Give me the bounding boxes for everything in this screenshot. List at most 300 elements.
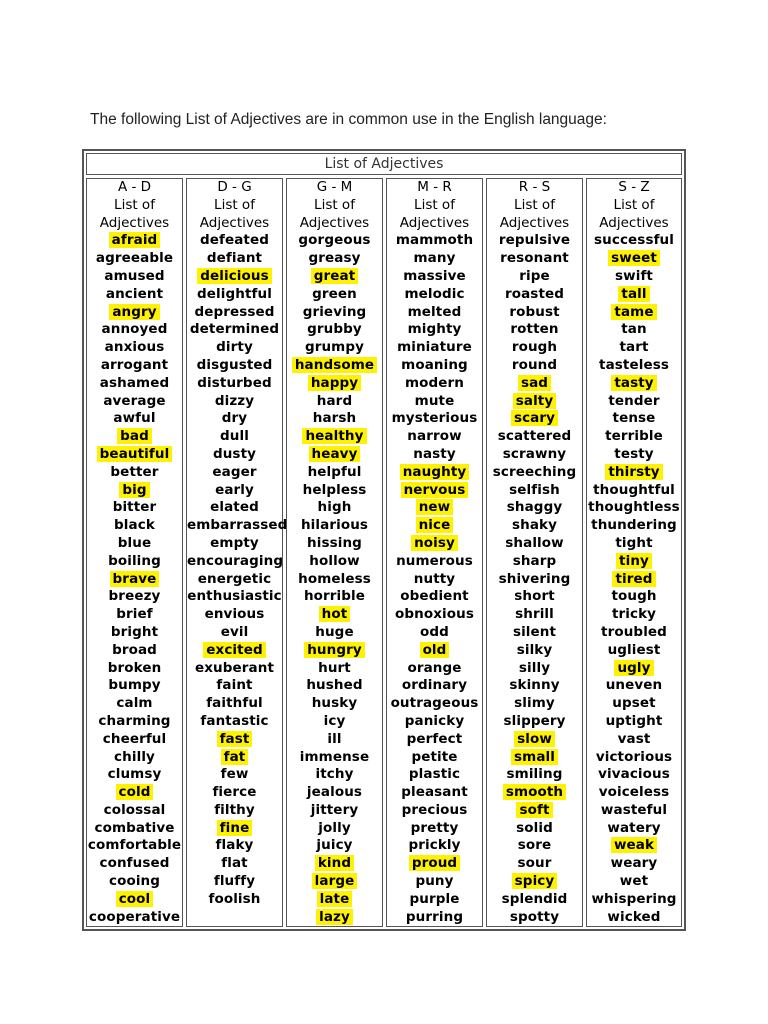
adjective-item [587, 766, 681, 784]
adjective-text: fast [217, 731, 253, 747]
adjective-text: agreeable [95, 250, 174, 267]
adjective-text: silent [512, 623, 557, 640]
adjective-item [87, 749, 182, 767]
adjective-text: healthy [302, 428, 366, 444]
adjective-item [187, 446, 282, 464]
adjective-text: itchy [315, 766, 354, 783]
adjective-item [187, 766, 282, 784]
adjective-item [287, 820, 382, 838]
adjective-text: arrogant [100, 356, 169, 373]
adjective-item [87, 393, 182, 411]
adjective-item [187, 553, 282, 571]
adjective-item [87, 428, 182, 446]
adjective-item [187, 677, 282, 695]
adjective-item [187, 606, 282, 624]
adjective-item [587, 499, 681, 517]
adjective-item [187, 321, 282, 339]
column-header-range: R - S [518, 179, 551, 195]
adjective-item [487, 321, 582, 339]
adjective-text: hurt [318, 659, 351, 676]
adjective-item [187, 499, 282, 517]
adjective-item [487, 713, 582, 731]
adjective-text: average [103, 392, 166, 409]
adjective-text: grubby [307, 321, 362, 338]
adjective-item [387, 357, 482, 375]
adjective-text: tight [615, 534, 653, 551]
adjective-text: silky [516, 641, 553, 658]
adjective-item [187, 286, 282, 304]
adjective-item [187, 268, 282, 286]
intro-text: The following List of Adjectives are in common use in the English language: [90, 111, 607, 128]
adjective-text: upset [612, 695, 656, 712]
adjective-text: kind [315, 855, 354, 871]
adjective-text: outrageous [390, 695, 479, 712]
adjective-item [87, 535, 182, 553]
adjective-text: puny [415, 873, 454, 890]
adjective-item [587, 606, 681, 624]
adjective-text: thoughtful [593, 481, 675, 498]
adjective-item [587, 339, 681, 357]
adjective-item [87, 410, 182, 428]
adjective-item [287, 304, 382, 322]
adjective-item [487, 642, 582, 660]
adjective-item [287, 624, 382, 642]
adjective-item [87, 232, 182, 250]
adjective-text: swift [615, 267, 653, 284]
adjective-text: watery [607, 819, 661, 836]
adjective-item [387, 482, 482, 500]
adjective-text: pretty [410, 819, 459, 836]
adjective-text: ancient [105, 285, 164, 302]
adjective-text: whispering [591, 890, 677, 907]
adjective-item [287, 553, 382, 571]
adjective-text: wet [619, 873, 649, 890]
adjective-text: rough [511, 339, 558, 356]
adjective-item [587, 749, 681, 767]
adjective-item [387, 304, 482, 322]
adjective-text: husky [311, 695, 358, 712]
adjective-text: tart [619, 339, 649, 356]
adjective-text: brave [110, 571, 160, 587]
adjective-item [487, 553, 582, 571]
adjective-item [87, 660, 182, 678]
column-header-subhead1: List of [214, 196, 255, 213]
adjective-text: huge [315, 623, 354, 640]
adjective-text: shaky [511, 517, 558, 534]
adjective-text: tender [608, 392, 660, 409]
adjective-text: purring [405, 908, 464, 925]
adjective-text: few [220, 766, 249, 783]
adjective-item [487, 749, 582, 767]
adjective-item [387, 410, 482, 428]
adjective-text: round [511, 356, 558, 373]
adjective-item [387, 713, 482, 731]
adjective-item [187, 891, 282, 909]
adjective-item [287, 731, 382, 749]
adjective-item [287, 713, 382, 731]
adjective-text: harsh [312, 410, 357, 427]
adjective-text: perfect [406, 730, 463, 747]
adjective-item [287, 855, 382, 873]
adjective-item [87, 339, 182, 357]
adjective-text: successful [594, 232, 674, 249]
adjective-text: fine [217, 820, 253, 836]
adjective-item [87, 642, 182, 660]
adjective-item [287, 393, 382, 411]
adjective-item [387, 855, 482, 873]
adjective-text: cooperative [88, 908, 181, 925]
adjective-text: miniature [397, 339, 472, 356]
column-header-subhead2: Adjectives [399, 214, 470, 231]
adjective-text: precious [401, 801, 468, 818]
adjective-item [87, 482, 182, 500]
adjective-item [287, 232, 382, 250]
adjective-item [287, 802, 382, 820]
adjective-text: brief [116, 606, 153, 623]
adjective-item [287, 499, 382, 517]
adjective-text: voiceless [598, 784, 670, 801]
adjective-text: faithful [206, 695, 263, 712]
adjective-text: ugly [614, 660, 653, 676]
adjective-item [487, 482, 582, 500]
adjective-item [87, 891, 182, 909]
adjective-text: awful [113, 410, 156, 427]
adjective-text: melted [407, 303, 462, 320]
adjective-text: anxious [104, 339, 165, 356]
adjective-text: fluffy [213, 873, 256, 890]
adjective-text: clumsy [107, 766, 162, 783]
adjective-item [487, 268, 582, 286]
adjective-item [287, 535, 382, 553]
adjective-text: evil [220, 623, 249, 640]
adjective-text: broad [112, 641, 157, 658]
adjective-item [187, 375, 282, 393]
adjective-text: thundering [591, 517, 677, 534]
adjective-item [387, 784, 482, 802]
adjective-text: shrill [515, 606, 554, 623]
adjective-text: mammoth [395, 232, 474, 249]
adjective-item [387, 286, 482, 304]
adjective-item [87, 571, 182, 589]
adjective-text: testy [614, 445, 654, 462]
adjective-item [187, 428, 282, 446]
adjective-item [387, 624, 482, 642]
adjective-text: foolish [208, 890, 261, 907]
adjective-item [587, 873, 681, 891]
adjective-item [487, 428, 582, 446]
adjective-text: uneven [605, 677, 663, 694]
adjective-text: annoyed [101, 321, 168, 338]
adjective-text: soft [516, 802, 552, 818]
adjective-item [587, 588, 681, 606]
adjective-item [487, 909, 582, 927]
adjective-text: depressed [194, 303, 275, 320]
adjective-text: sharp [512, 552, 557, 569]
adjective-item [287, 446, 382, 464]
adjective-item [587, 357, 681, 375]
adjective-item [587, 695, 681, 713]
column-header-range: S - Z [618, 179, 650, 195]
adjective-text: heavy [309, 446, 361, 462]
adjective-text: happy [308, 375, 361, 391]
adjective-text: nervous [401, 482, 469, 498]
adjective-text: large [312, 873, 358, 889]
adjective-text: ashamed [99, 374, 170, 391]
adjective-item [487, 339, 582, 357]
adjective-text: spicy [512, 873, 558, 889]
adjective-item [187, 571, 282, 589]
adjective-item [387, 837, 482, 855]
adjective-item [187, 517, 288, 535]
adjective-text: angry [109, 304, 159, 320]
adjective-item [587, 428, 681, 446]
adjective-text: nice [416, 517, 454, 533]
adjective-item [587, 713, 681, 731]
adjective-text: juicy [316, 837, 353, 854]
adjective-text: comfortable [87, 837, 182, 854]
adjective-item [87, 766, 182, 784]
adjective-item [587, 232, 681, 250]
adjective-text: cooing [108, 873, 161, 890]
adjective-text: exuberant [194, 659, 275, 676]
adjective-item [387, 232, 482, 250]
adjective-text: shallow [505, 534, 564, 551]
adjective-item [87, 446, 182, 464]
adjective-item [287, 837, 382, 855]
adjective-item [587, 304, 681, 322]
adjective-item [187, 837, 282, 855]
adjective-text: immense [299, 748, 370, 765]
adjective-item [387, 464, 482, 482]
adjective-text: helpless [302, 481, 367, 498]
adjective-text: roasted [504, 285, 565, 302]
adjective-item [87, 517, 182, 535]
column-header-subhead2: Adjectives [599, 214, 669, 231]
column-header-subhead2: Adjectives [499, 214, 570, 231]
adjective-text: horrible [303, 588, 366, 605]
adjective-item [387, 891, 482, 909]
adjective-text: naughty [400, 464, 470, 480]
adjective-item [487, 517, 582, 535]
adjective-text: chilly [114, 748, 155, 765]
adjective-item [87, 250, 182, 268]
adjective-item [487, 410, 582, 428]
adjective-text: noisy [411, 535, 458, 551]
adjective-item [287, 749, 382, 767]
adjective-item [287, 695, 382, 713]
adjective-text: solid [516, 819, 553, 836]
adjective-text: dry [221, 410, 248, 427]
adjective-item [487, 499, 582, 517]
adjective-item [87, 304, 182, 322]
adjective-text: many [413, 250, 456, 267]
adjective-item [587, 571, 681, 589]
adjective-item [187, 713, 282, 731]
adjective-item [587, 535, 681, 553]
adjective-item [587, 642, 681, 660]
adjective-item [87, 464, 182, 482]
adjective-text: lazy [316, 909, 353, 925]
adjective-item [487, 820, 582, 838]
adjective-item [487, 393, 582, 411]
adjective-item [87, 873, 182, 891]
adjective-item [487, 731, 582, 749]
adjective-text: petite [411, 748, 458, 765]
adjective-text: thirsty [605, 464, 662, 480]
adjective-item [587, 909, 681, 927]
adjective-item [387, 660, 482, 678]
adjective-item [487, 660, 582, 678]
column-header-subhead1: List of [613, 196, 655, 213]
adjective-item [87, 784, 182, 802]
column-g-m [286, 178, 383, 927]
adjective-item [387, 553, 482, 571]
adjective-item [287, 642, 382, 660]
adjective-text: weary [610, 855, 658, 872]
adjective-item [387, 321, 482, 339]
adjective-text: disturbed [197, 374, 272, 391]
adjective-item [287, 250, 382, 268]
adjective-text: vivacious [598, 766, 670, 783]
column-header-range: M - R [417, 179, 452, 195]
adjective-item [87, 837, 182, 855]
adjective-item [587, 855, 681, 873]
adjective-text: cold [116, 784, 154, 800]
adjective-text: nutty [413, 570, 456, 587]
adjective-text: bitter [112, 499, 157, 516]
adjective-item [387, 517, 482, 535]
column-header-subhead1: List of [314, 196, 355, 213]
adjective-item [187, 784, 282, 802]
adjective-text: flat [221, 855, 248, 872]
adjective-item [387, 428, 482, 446]
adjective-text: troubled [601, 623, 667, 640]
column-s-z [586, 178, 682, 927]
adjective-item [287, 909, 382, 927]
adjective-text: terrible [605, 428, 663, 445]
adjective-item [187, 357, 282, 375]
adjective-text: bad [117, 428, 152, 444]
adjective-text: new [416, 499, 454, 515]
adjective-text: scattered [497, 428, 572, 445]
adjective-item [187, 749, 282, 767]
adjective-text: hot [319, 606, 351, 622]
adjective-text: shivering [498, 570, 571, 587]
adjective-item [287, 766, 382, 784]
adjective-item [287, 891, 382, 909]
adjective-text: high [317, 499, 352, 516]
adjective-item [187, 624, 282, 642]
adjective-text: wasteful [600, 801, 668, 818]
adjective-text: thoughtless [588, 499, 680, 516]
adjective-text: great [311, 268, 359, 284]
column-header-subhead2: Adjectives [199, 214, 270, 231]
adjective-text: splendid [501, 890, 568, 907]
adjective-text: hissing [307, 534, 362, 551]
adjective-text: skinny [509, 677, 560, 694]
adjective-text: mute [414, 392, 455, 409]
adjective-text: ill [327, 730, 342, 747]
adjective-item [487, 464, 582, 482]
adjective-text: dusty [212, 445, 257, 462]
adjective-item [587, 731, 681, 749]
adjective-text: greasy [308, 250, 361, 267]
adjective-item [487, 304, 582, 322]
column-header-subhead1: List of [114, 196, 155, 213]
adjective-text: tough [611, 588, 657, 605]
adjective-text: dirty [216, 339, 253, 356]
adjective-item [587, 464, 681, 482]
adjective-item [87, 286, 182, 304]
adjective-text: encouraging [187, 552, 284, 569]
adjective-item [287, 339, 382, 357]
adjective-text: helpful [307, 463, 362, 480]
adjective-text: tricky [611, 606, 657, 623]
adjective-text: sore [517, 837, 552, 854]
column-header-range: A - D [117, 179, 152, 195]
adjective-text: slow [514, 731, 555, 747]
adjective-item [87, 553, 182, 571]
adjective-text: scrawny [502, 445, 567, 462]
adjective-item [187, 482, 282, 500]
adjective-text: prickly [408, 837, 461, 854]
adjective-text: dull [220, 428, 249, 445]
adjective-text: jittery [310, 801, 359, 818]
adjective-item [287, 517, 382, 535]
adjective-text: early [215, 481, 254, 498]
adjective-item [187, 304, 282, 322]
adjective-item [187, 464, 282, 482]
adjective-text: shaggy [506, 499, 563, 516]
adjective-text: narrow [407, 428, 462, 445]
adjective-text: black [114, 517, 155, 534]
adjective-text: calm [116, 695, 153, 712]
adjective-item [87, 268, 182, 286]
adjective-text: scary [511, 410, 558, 426]
adjective-item [387, 499, 482, 517]
adjective-item [287, 286, 382, 304]
adjective-text: wicked [607, 908, 661, 925]
adjective-text: panicky [404, 712, 465, 729]
adjective-text: moaning [401, 356, 468, 373]
adjective-text: fierce [212, 784, 257, 801]
adjective-text: grumpy [304, 339, 365, 356]
adjective-item [287, 677, 382, 695]
adjective-text: colossal [103, 801, 166, 818]
adjective-item [287, 588, 382, 606]
adjective-item [387, 375, 482, 393]
adjective-item [287, 375, 382, 393]
adjective-item [287, 482, 382, 500]
adjective-item [487, 677, 582, 695]
adjective-item [487, 624, 582, 642]
adjective-text: delightful [197, 285, 272, 302]
adjective-text: fantastic [200, 712, 269, 729]
adjective-item [387, 909, 482, 927]
adjective-item [587, 837, 681, 855]
adjective-item [87, 606, 182, 624]
adjective-text: uptight [605, 712, 663, 729]
adjective-item [287, 357, 382, 375]
adjective-text: obedient [400, 588, 469, 605]
adjective-item [187, 855, 282, 873]
adjective-item [87, 677, 182, 695]
adjective-item [587, 393, 681, 411]
adjective-item [487, 571, 582, 589]
adjective-item [487, 375, 582, 393]
adjective-text: ordinary [401, 677, 468, 694]
adjective-text: tired [612, 571, 655, 587]
